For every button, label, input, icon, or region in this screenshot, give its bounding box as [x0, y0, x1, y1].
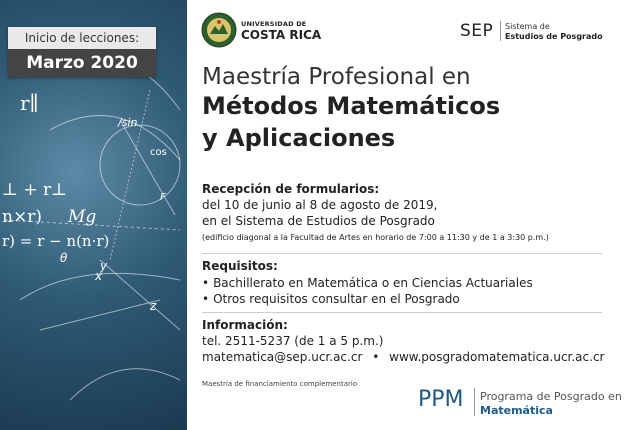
formula-sin: /sin	[118, 116, 138, 129]
formula-r-parallel: r∥	[20, 91, 39, 115]
program-title-line3: y Aplicaciones	[202, 124, 396, 152]
ucr-name-top: UNIVERSIDAD DE	[241, 20, 307, 28]
ppm-name-top: Programa de Posgrado en	[480, 390, 622, 403]
badge-label: Inicio de lecciones:	[24, 31, 140, 45]
info-website-link[interactable]: www.posgradomatematica.ucr.ac.cr	[389, 350, 605, 364]
sep-divider	[500, 21, 501, 41]
divider-1	[202, 253, 602, 254]
ppm-logo: PPM	[418, 387, 464, 412]
info-separator: •	[372, 350, 380, 364]
content-panel	[187, 0, 638, 430]
formula-mg: Mg	[68, 207, 97, 227]
formula-sum: ⊥ + r⊥	[2, 180, 68, 200]
sep-name-bottom: Estudios de Posgrado	[505, 32, 603, 41]
badge-date: Marzo 2020	[8, 49, 156, 77]
info-phone: tel. 2511-5237 (de 1 a 5 p.m.)	[202, 334, 384, 348]
requirement-item: • Bachillerato en Matemática o en Ciencias Actuariales	[202, 276, 533, 290]
formula-y: y	[100, 259, 108, 273]
formula-z: z	[150, 299, 157, 313]
reception-dates: del 10 de junio al 8 de agosto de 2019,	[202, 198, 438, 212]
formula-x: x	[95, 269, 103, 283]
formula-projection: r) = r − n(n·r)	[2, 232, 110, 250]
chalkboard-image	[0, 0, 187, 430]
ucr-seal-icon	[201, 12, 237, 48]
sep-logo: SEP	[460, 21, 494, 41]
formula-theta: θ	[60, 251, 68, 265]
formula-cross: n×r)	[2, 207, 42, 227]
requirement-item: • Otros requisitos consultar en el Posgrado	[202, 292, 460, 306]
divider-2	[202, 312, 602, 313]
ppm-name-bottom: Matemática	[480, 404, 553, 417]
info-email-link[interactable]: matematica@sep.ucr.ac.cr	[202, 350, 363, 364]
info-contacts	[202, 350, 604, 364]
formula-cos: cos	[150, 147, 167, 158]
sep-name-top: Sistema de	[505, 22, 550, 31]
ppm-divider	[474, 388, 475, 416]
reception-heading: Recepción de formularios:	[202, 182, 380, 196]
reception-place: en el Sistema de Estudios de Posgrado	[202, 214, 435, 228]
reception-note: (edificio diagonal a la Facultad de Artes en horario de 7:00 a 11:30 y de 1 a 3:30 p.m.)	[202, 233, 549, 242]
start-date-badge	[8, 27, 156, 77]
program-title-line2: Métodos Matemáticos	[202, 92, 501, 120]
funding-note: Maestría de financiamiento complementario	[202, 380, 358, 388]
requirements-heading: Requisitos:	[202, 259, 278, 273]
program-title-line1: Maestría Profesional en	[202, 64, 471, 90]
formula-f: F	[160, 192, 166, 203]
info-heading: Información:	[202, 318, 288, 332]
ucr-name-bottom: COSTA RICA	[241, 28, 322, 42]
